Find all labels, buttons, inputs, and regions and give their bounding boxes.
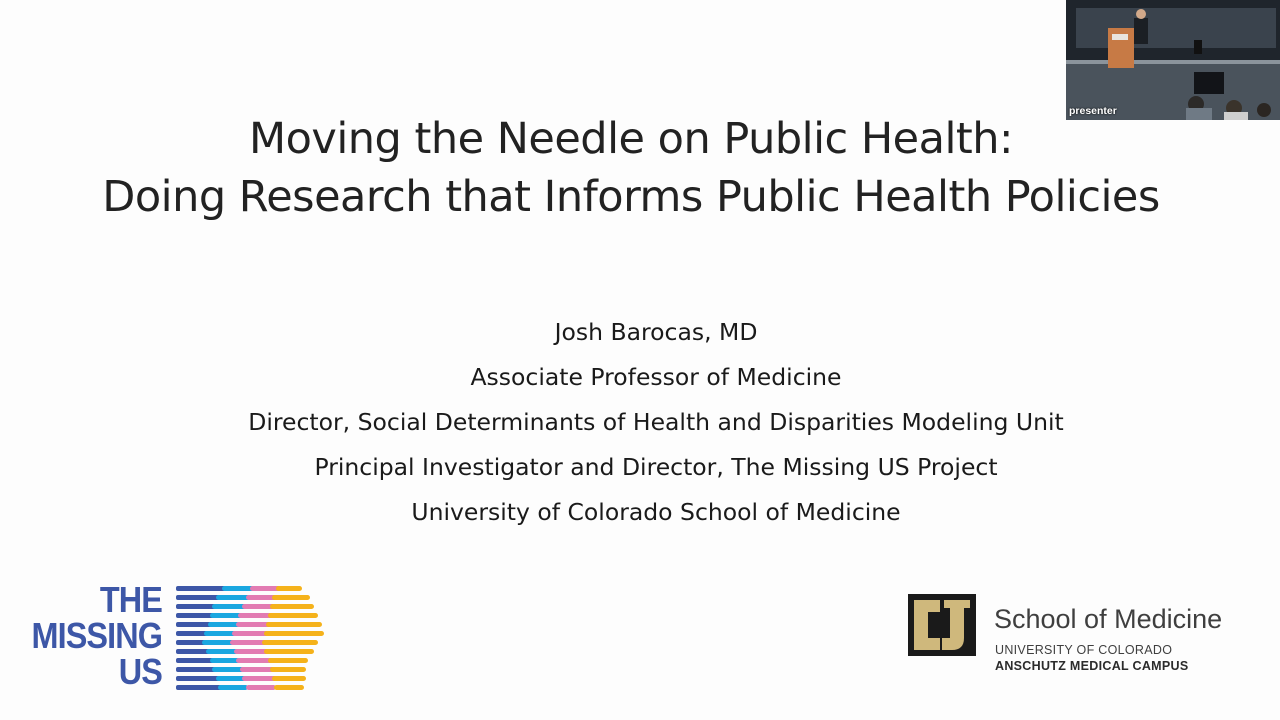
presenter-role: Associate Professor of Medicine (470, 363, 842, 391)
video-name-label: presenter (1069, 105, 1117, 117)
cu-school-of-medicine-logo (906, 590, 1236, 673)
wordmark-line: MISSING (31, 615, 162, 656)
title-line-1: Moving the Needle on Public Health: (248, 114, 1014, 164)
presenter-info (200, 310, 1112, 535)
slide-title (40, 110, 1222, 226)
presenter-role: University of Colorado School of Medicine (411, 498, 901, 526)
presenter-role: Director, Social Determinants of Health and Disparities Modeling Unit (248, 408, 1064, 436)
wordmark-line: THE (99, 579, 162, 620)
missing-us-logo (28, 579, 328, 694)
missing-us-wordmark (31, 579, 162, 692)
presenter-role: Principal Investigator and Director, The Missing US Project (314, 453, 998, 481)
school-name: School of Medicine (994, 604, 1223, 634)
university-name: UNIVERSITY OF COLORADO (995, 643, 1173, 657)
campus-name: ANSCHUTZ MEDICAL CAMPUS (995, 659, 1189, 673)
presenter-video-feed (1066, 0, 1280, 120)
cu-monogram-icon (906, 590, 978, 660)
title-line-2: Doing Research that Informs Public Health Policies (102, 172, 1160, 222)
profile-stripes-icon (176, 584, 326, 692)
presenter-name: Josh Barocas, MD (554, 318, 758, 346)
wordmark-line: US (118, 651, 162, 692)
presenter-video-tile[interactable] (1066, 0, 1280, 120)
